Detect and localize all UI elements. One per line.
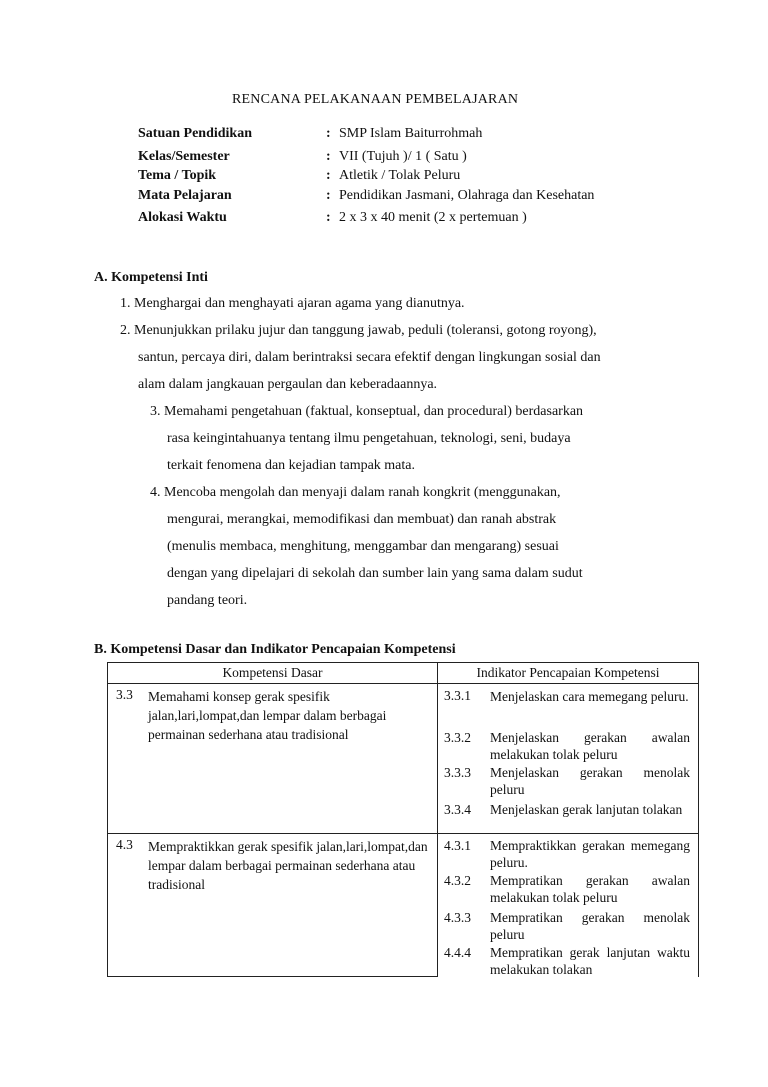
ki-item-1: 1. Menghargai dan menghayati ajaran agama yang dianutnya. (120, 296, 465, 311)
indicator-text: Mempratikan gerak lanjutan waktu melakukan tolakan (490, 945, 690, 977)
identity-label: Satuan Pendidikan (138, 126, 252, 141)
section-a-heading: A. Kompetensi Inti (94, 270, 208, 285)
identity-value: 2 x 3 x 40 menit (2 x pertemuan ) (339, 210, 527, 225)
identity-label: Mata Pelajaran (138, 188, 232, 203)
indicator-number: 3.3.4 (444, 802, 471, 817)
indicator-text: Menjelaskan gerakan awalan melakukan tolak peluru (490, 730, 690, 762)
indicator-text: Menjelaskan gerakan menolak peluru (490, 765, 690, 797)
kd-description: Memahami konsep gerak spesifik jalan,lari,lompat,dan lempar dalam berbagai permainan sederhana atau tradisional (148, 689, 387, 742)
table-row (108, 684, 699, 834)
identity-colon: : (326, 188, 331, 203)
indicator-number: 4.3.3 (444, 910, 471, 925)
indicator-number: 3.3.1 (444, 688, 471, 703)
indicator-number: 3.3.2 (444, 730, 471, 745)
ki-item-2-line: santun, percaya diri, dalam berintraksi secara efektif dengan lingkungan sosial dan (138, 350, 601, 365)
identity-value: Pendidikan Jasmani, Olahraga dan Kesehatan (339, 188, 595, 203)
indicator-cell (438, 684, 699, 834)
column-header-indicator: Indikator Pencapaian Kompetensi (438, 663, 699, 684)
kd-indicator-table (107, 662, 699, 977)
ki-item-2-line: alam dalam jangkauan pergaulan dan keberadaannya. (138, 377, 438, 392)
kd-number: 4.3 (116, 837, 133, 852)
ki-item-4-line: 4. Mencoba mengolah dan menyaji dalam ranah kongkrit (menggunakan, (150, 485, 561, 500)
kd-description: Mempraktikkan gerak spesifik jalan,lari,lompat,dan lempar dalam berbagai permainan sederhana atau tradisional (148, 839, 428, 892)
ki-item-3-line: terkait fenomena dan kejadian tampak mata. (167, 458, 416, 473)
identity-colon: : (326, 168, 331, 183)
section-b-heading: B. Kompetensi Dasar dan Indikator Pencapaian Kompetensi (94, 642, 456, 657)
kd-cell (108, 684, 438, 834)
indicator-text: Mempratikan gerakan menolak peluru (490, 910, 690, 942)
indicator-number: 4.3.1 (444, 838, 471, 853)
indicator-text: Mempratikan gerakan awalan melakukan tolak peluru (490, 873, 690, 905)
identity-value: Atletik / Tolak Peluru (339, 168, 461, 183)
indicator-text: Mempraktikkan gerakan memegang peluru. (490, 838, 690, 870)
identity-label: Tema / Topik (138, 168, 217, 183)
ki-item-2-line: 2. Menunjukkan prilaku jujur dan tanggung jawab, peduli (toleransi, gotong royong), (120, 323, 597, 338)
indicator-cell (438, 834, 699, 977)
ki-item-3-line: rasa keingintahuanya tentang ilmu pengetahuan, teknologi, seni, budaya (167, 431, 571, 446)
indicator-number: 4.3.2 (444, 873, 471, 888)
column-header-kd: Kompetensi Dasar (108, 663, 438, 684)
ki-item-4-line: pandang teori. (167, 593, 248, 608)
indicator-number: 4.4.4 (444, 945, 471, 960)
identity-value: SMP Islam Baiturrohmah (339, 126, 483, 141)
identity-colon: : (326, 126, 331, 141)
ki-item-3-line: 3. Memahami pengetahuan (faktual, konseptual, dan procedural) berdasarkan (150, 404, 584, 419)
identity-label: Alokasi Waktu (138, 210, 227, 225)
identity-label: Kelas/Semester (138, 149, 230, 164)
ki-item-4-line: dengan yang dipelajari di sekolah dan sumber lain yang sama dalam sudut (167, 566, 583, 581)
indicator-number: 3.3.3 (444, 765, 471, 780)
identity-colon: : (326, 149, 331, 164)
document-title: RENCANA PELAKANAAN PEMBELAJARAN (232, 92, 519, 107)
identity-value: VII (Tujuh )/ 1 ( Satu ) (339, 149, 467, 164)
kd-cell (108, 834, 438, 977)
identity-colon: : (326, 210, 331, 225)
ki-item-4-line: mengurai, merangkai, memodifikasi dan membuat) dan ranah abstrak (167, 512, 557, 527)
indicator-text: Menjelaskan cara memegang peluru. (490, 689, 689, 704)
kd-number: 3.3 (116, 687, 133, 702)
indicator-text: Menjelaskan gerak lanjutan tolakan (490, 802, 683, 817)
ki-item-4-line: (menulis membaca, menghitung, menggambar dan mengarang) sesuai (167, 539, 559, 554)
table-row (108, 834, 699, 977)
